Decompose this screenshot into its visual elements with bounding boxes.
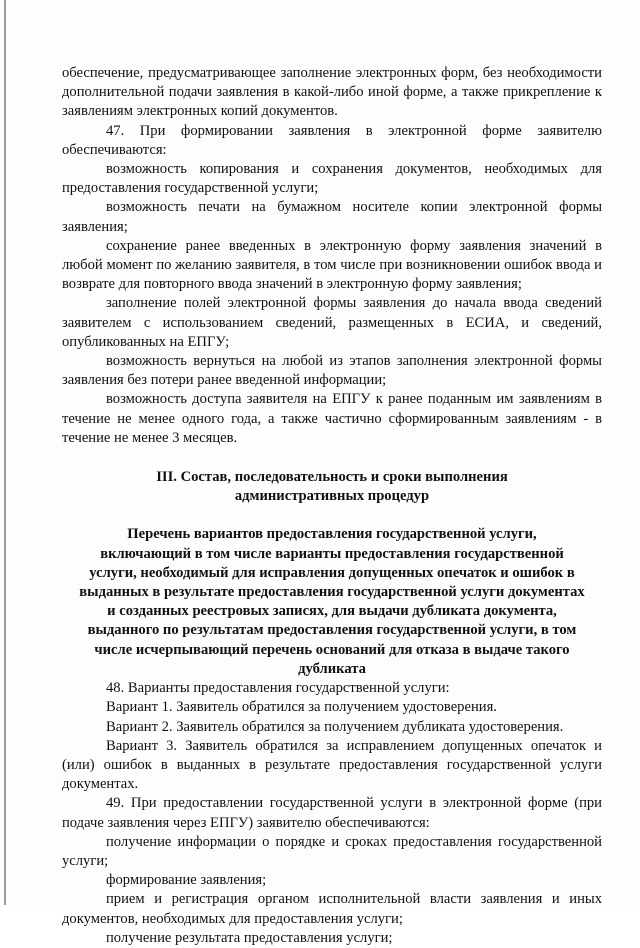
document-body: [62, 64, 602, 948]
list-item-get-result: получение результата предоставления услуги;: [106, 929, 393, 946]
list-item-get-info: получение информации о порядке и сроках предоставления государственной услуги;: [62, 833, 602, 869]
paragraph-p1: обеспечение, предусматривающее заполнение электронных форм, без необходимости дополнительной подачи заявления в какой-либо иной форме, а также прикрепление к заявлениям электронных копий документов.: [62, 65, 602, 120]
scan-edge-line: [4, 0, 6, 905]
paragraph-clause-48: 48. Варианты предоставления государственной услуги:: [106, 680, 450, 697]
sub-heading-line: и созданных реестровых записях, для выдачи дубликата документа,: [107, 603, 557, 620]
list-item-registration: прием и регистрация органом исполнительной власти заявления и иных документов, необходимых для предоставления услуги;: [62, 891, 602, 927]
list-item-save-values: сохранение ранее введенных в электронную форму заявления значений в любой момент по желанию заявителя, в том числе при возникновении ошибок ввода и возврате для повторного ввода значений в электронную форму заявления;: [62, 237, 602, 293]
sub-heading-line: выданных в результате предоставления государственной услуги документах: [79, 584, 585, 601]
list-item-return-step: возможность вернуться на любой из этапов заполнения электронной формы заявления без потери ранее введенной информации;: [62, 353, 602, 389]
paragraph-clause-47: 47. При формировании заявления в электронной форме заявителю обеспечиваются:: [62, 122, 602, 158]
sub-heading-line: включающий в том числе варианты предоставления государственной: [100, 545, 564, 562]
list-item-form-application: формирование заявления;: [106, 872, 267, 889]
variant-1: Вариант 1. Заявитель обратился за получением удостоверения.: [106, 699, 497, 716]
list-item-access-history: возможность доступа заявителя на ЕПГУ к ранее поданным им заявлениям в течение не менее одного года, а также частично сформированным заявлениям - в течение не менее 3 месяцев.: [62, 391, 602, 446]
list-item-copy-save: возможность копирования и сохранения документов, необходимых для предоставления государственной услуги;: [62, 161, 602, 197]
sub-heading-line: дубликата: [298, 660, 366, 677]
sub-heading-line: числе исчерпывающий перечень оснований для отказа в выдаче такого: [94, 641, 570, 658]
section-heading-line-1: III. Состав, последовательность и сроки выполнения: [156, 469, 508, 486]
section-heading-line-2: административных процедур: [234, 488, 430, 505]
paragraph-clause-49: 49. При предоставлении государственной услуги в электронной форме (при подаче заявления через ЕПГУ) заявителю обеспечиваются:: [62, 795, 602, 831]
sub-heading: [62, 525, 602, 679]
sub-heading-line: услуги, необходимый для исправления допущенных опечаток и ошибок в: [89, 564, 575, 581]
section-heading: [62, 468, 602, 506]
list-item-print: возможность печати на бумажном носителе копии электронной формы заявления;: [62, 199, 602, 235]
variant-2: Вариант 2. Заявитель обратился за получением дубликата удостоверения.: [106, 718, 564, 735]
sub-heading-line: Перечень вариантов предоставления государственной услуги,: [127, 526, 537, 543]
list-item-prefill: заполнение полей электронной формы заявления до начала ввода сведений заявителем с использованием сведений, размещенных в ЕСИА, и сведений, опубликованных на ЕПГУ;: [62, 295, 602, 350]
variant-3: Вариант 3. Заявитель обратился за исправлением допущенных опечаток и (или) ошибок в выданных в результате предоставления государственной услуги документах.: [62, 737, 602, 793]
sub-heading-line: выданного по результатам предоставления государственной услуги, в том: [87, 622, 577, 639]
